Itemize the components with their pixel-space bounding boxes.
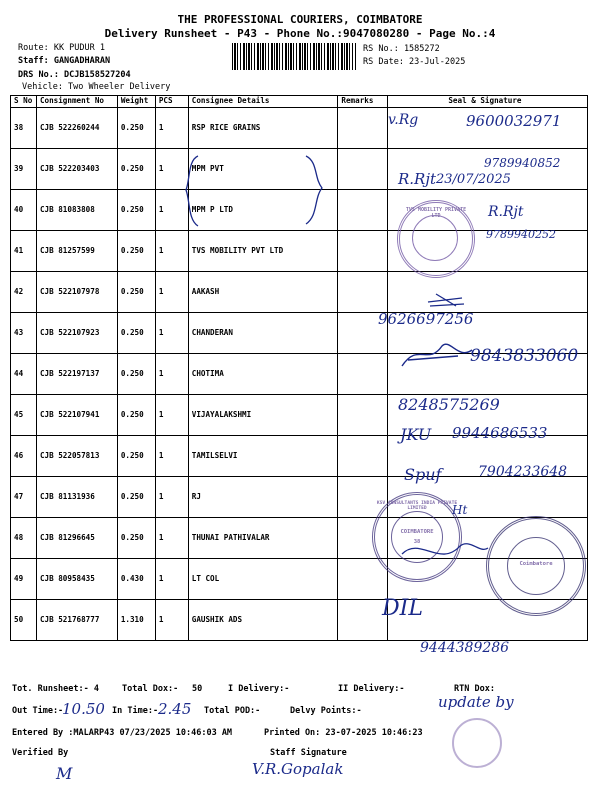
table-row [11,477,588,518]
cell-consignee: CHANDERAN [188,313,338,354]
cell-consignee: VIJAYALAKSHMI [188,395,338,436]
signature-scribble: R.Rjt [488,204,524,220]
signature-scribble: JKU [400,425,432,444]
cell-weight: 0.250 [117,477,155,518]
in-time-label: In Time:- [112,706,159,716]
cell-consignment: CJB 81083808 [36,190,117,231]
cell-weight: 0.250 [117,190,155,231]
total-dox-label: Total Dox:- [122,684,179,694]
cell-sno: 42 [11,272,37,313]
cell-pcs: 1 [155,108,188,149]
cell-pcs: 1 [155,149,188,190]
cell-weight: 0.250 [117,272,155,313]
printed-on: Printed On: 23-07-2025 10:46:23 [264,728,423,738]
cell-sno: 50 [11,600,37,641]
cell-weight: 0.430 [117,559,155,600]
col-pcs: PCS [155,96,188,108]
cell-sno: 49 [11,559,37,600]
cell-weight: 1.310 [117,600,155,641]
out-time-value: 10.50 [62,700,105,718]
cell-consignee: CHOTIMA [188,354,338,395]
cell-sno: 45 [11,395,37,436]
cell-signature [388,272,588,313]
cell-sno: 39 [11,149,37,190]
cell-remarks [338,108,388,149]
col-seal-signature: Seal & Signature [388,96,588,108]
cell-sno: 46 [11,436,37,477]
col-consignee: Consignee Details [188,96,338,108]
col-consignment: Consignment No [36,96,117,108]
cell-pcs: 1 [155,477,188,518]
col-sno: S No [11,96,37,108]
signature-scribble [398,336,478,372]
cell-remarks [338,559,388,600]
staff-signature-label: Staff Signature [270,748,347,758]
cell-sno: 47 [11,477,37,518]
cell-consignment: CJB 522197137 [36,354,117,395]
cell-consignment: CJB 522260244 [36,108,117,149]
cell-sno: 44 [11,354,37,395]
cell-pcs: 1 [155,600,188,641]
cell-weight: 0.250 [117,518,155,559]
cell-consignee: MPM P LTD [188,190,338,231]
handwritten-brace-mark [184,150,334,230]
phone-note-44: 8248575269 [398,395,500,414]
cell-weight: 0.250 [117,149,155,190]
date-note-39: 23/07/2025 [436,172,511,187]
i-delivery-label: I Delivery:- [228,684,290,694]
cell-remarks [338,149,388,190]
route-label: Route: KK PUDUR 1 [18,43,105,53]
phone-note-42: 9626697256 [378,310,474,328]
table-header-row [11,96,588,108]
cell-sno: 48 [11,518,37,559]
cell-remarks [338,231,388,272]
faint-stamp [452,718,502,768]
cell-pcs: 1 [155,313,188,354]
cell-pcs: 1 [155,559,188,600]
cell-consignee: LT COL [188,559,338,600]
phone-note-46: 7904233648 [478,464,568,480]
cell-remarks [338,436,388,477]
cell-pcs: 1 [155,436,188,477]
cell-sno: 41 [11,231,37,272]
cell-consignee: GAUSHIK ADS [188,600,338,641]
staff-sign-scribble: V.R.Gopalak [252,760,344,778]
cell-remarks [338,354,388,395]
cell-consignee: RJ [188,477,338,518]
phone-note-38: 9600032971 [466,112,562,130]
cell-pcs: 1 [155,354,188,395]
cell-sno: 43 [11,313,37,354]
cell-consignment: CJB 522107941 [36,395,117,436]
signature-scribble: Spuf [404,465,442,484]
cell-consignment: CJB 81131936 [36,477,117,518]
ksv-consultants-stamp: KSV CONSULTANTS INDIA PRIVATE LIMITED COIMBATORE 38 [372,492,462,582]
cell-remarks [338,395,388,436]
cell-pcs: 1 [155,190,188,231]
cell-pcs: 1 [155,272,188,313]
cell-weight: 0.250 [117,108,155,149]
cell-remarks [338,190,388,231]
signature-scribble: Ht [452,503,468,517]
cell-pcs: 1 [155,518,188,559]
signature-scribble: v.Rg [388,112,419,128]
barcode-image [232,43,356,70]
col-remarks: Remarks [338,96,388,108]
update-note: update by [438,693,514,711]
cell-pcs: 1 [155,231,188,272]
vehicle-label: Vehicle: Two Wheeler Delivery [22,82,171,92]
cell-consignment: CJB 522203403 [36,149,117,190]
runsheet-subtitle: Delivery Runsheet - P43 - Phone No.:9047080280 - Page No.:4 [104,27,496,40]
table-row [11,600,588,641]
cell-consignee: MPM PVT [188,149,338,190]
thunai-pathivalar-stamp: Coimbatore [486,516,586,616]
drs-label: DRS No.: DCJB158527204 [18,70,131,80]
total-dox-value: 50 [192,684,203,694]
total-pod-label: Total POD:- [204,706,261,716]
in-time-value: 2.45 [158,700,192,718]
signature-scribble: M [56,764,73,783]
cell-consignment: CJB 81257599 [36,231,117,272]
cell-consignee: AAKASH [188,272,338,313]
verified-by-label: Verified By [12,748,69,758]
cell-weight: 0.250 [117,354,155,395]
cell-weight: 0.250 [117,395,155,436]
cell-consignment: CJB 522107978 [36,272,117,313]
cell-consignee: TAMILSELVI [188,436,338,477]
out-time-label: Out Time:- [12,706,64,716]
table-row [11,272,588,313]
company-title: THE PROFESSIONAL COURIERS, COIMBATORE [177,13,423,26]
rs-no-label: RS No.: 1585272 [363,44,440,54]
signature-scribble: R.Rjt [398,170,437,188]
cell-remarks [338,272,388,313]
phone-note-41: 9789940252 [486,228,556,241]
cell-consignment: CJB 81296645 [36,518,117,559]
staff-label: Staff: GANGADHARAN [18,56,111,66]
cell-consignee: RSP RICE GRAINS [188,108,338,149]
cell-weight: 0.250 [117,231,155,272]
cell-consignment: CJB 521768777 [36,600,117,641]
delvy-points-label: Delvy Points:- [290,706,362,716]
signature-scribble [426,290,466,310]
phone-note-43: 9843833060 [470,346,579,366]
cell-consignee: THUNAI PATHIVALAR [188,518,338,559]
cell-consignment: CJB 522057813 [36,436,117,477]
entered-by: Entered By :MALARP43 07/23/2025 10:46:03 AM [12,728,233,738]
cell-sno: 38 [11,108,37,149]
phone-note-39: 9789940852 [484,156,561,170]
signature-scribble: DIL [382,596,423,621]
signature-scribble [400,534,490,570]
tvs-mobility-stamp: TVS MOBILITY PRIVATE LTD [397,200,475,278]
cell-remarks [338,600,388,641]
rtn-dox-label: RTN Dox: [454,684,495,694]
phone-note-45: 9944686533 [452,424,548,442]
cell-weight: 0.250 [117,436,155,477]
cell-consignment: CJB 522107923 [36,313,117,354]
tot-runsheet: Tot. Runsheet:- 4 [12,684,99,694]
rs-date-label: RS Date: 23-Jul-2025 [363,57,466,67]
ii-delivery-label: II Delivery:- [338,684,405,694]
cell-consignee: TVS MOBILITY PVT LTD [188,231,338,272]
col-weight: Weight [117,96,155,108]
cell-sno: 40 [11,190,37,231]
cell-pcs: 1 [155,395,188,436]
cell-weight: 0.250 [117,313,155,354]
cell-consignment: CJB 80958435 [36,559,117,600]
phone-note-50: 9444389286 [420,640,510,656]
